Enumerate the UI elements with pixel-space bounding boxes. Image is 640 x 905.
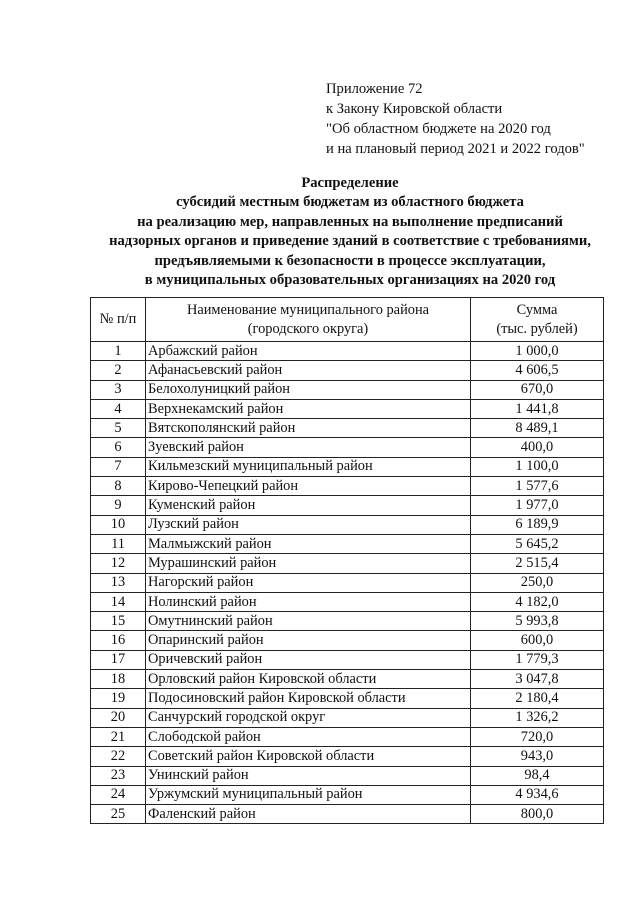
- header-district-name: [146, 298, 471, 342]
- subsidy-amount: 1 577,6: [471, 477, 604, 496]
- table-row: [91, 689, 604, 708]
- row-number: 7: [91, 457, 146, 476]
- table-row: [91, 670, 604, 689]
- row-number: 3: [91, 380, 146, 399]
- district-name: Опаринский район: [146, 631, 471, 650]
- row-number: 5: [91, 419, 146, 438]
- district-name: Орловский район Кировской области: [146, 670, 471, 689]
- table-row: [91, 534, 604, 553]
- subsidy-amount: 1 441,8: [471, 399, 604, 418]
- row-number: 21: [91, 727, 146, 746]
- row-number: 9: [91, 496, 146, 515]
- appendix-line: к Закону Кировской области: [326, 101, 503, 117]
- district-name: Белохолуницкий район: [146, 380, 471, 399]
- district-name: Зуевский район: [146, 438, 471, 457]
- subsidy-amount: 4 606,5: [471, 361, 604, 380]
- subsidy-amount: 1 000,0: [471, 342, 604, 361]
- table-row: [91, 477, 604, 496]
- table-row: [91, 592, 604, 611]
- row-number: 13: [91, 573, 146, 592]
- row-number: 20: [91, 708, 146, 727]
- table-row: [91, 554, 604, 573]
- table-row: [91, 573, 604, 592]
- table-row: [91, 457, 604, 476]
- table-row: [91, 342, 604, 361]
- subsidy-amount: 1 326,2: [471, 708, 604, 727]
- title-line: предъявляемыми к безопасности в процессе эксплуатации,: [154, 252, 546, 269]
- row-number: 15: [91, 612, 146, 631]
- subsidy-amount: 1 779,3: [471, 650, 604, 669]
- row-number: 22: [91, 747, 146, 766]
- subsidy-amount: 2 180,4: [471, 689, 604, 708]
- district-name: Омутнинский район: [146, 612, 471, 631]
- title-line: на реализацию мер, направленных на выполнение предписаний: [137, 213, 563, 230]
- table-row: [91, 361, 604, 380]
- title-line: в муниципальных образовательных организациях на 2020 год: [144, 272, 556, 289]
- table-row: [91, 766, 604, 785]
- row-number: 16: [91, 631, 146, 650]
- row-number: 4: [91, 399, 146, 418]
- table-row: [91, 496, 604, 515]
- table-row: [91, 727, 604, 746]
- appendix-line: "Об областном бюджете на 2020 год: [326, 121, 551, 137]
- row-number: 23: [91, 766, 146, 785]
- row-number: 6: [91, 438, 146, 457]
- district-name: Советский район Кировской области: [146, 747, 471, 766]
- header-sum: [471, 298, 604, 342]
- district-name: Кирово-Чепецкий район: [146, 477, 471, 496]
- table-row: [91, 419, 604, 438]
- district-name: Санчурский городской округ: [146, 708, 471, 727]
- row-number: 2: [91, 361, 146, 380]
- row-number: 25: [91, 805, 146, 824]
- subsidy-amount: 3 047,8: [471, 670, 604, 689]
- district-name: Унинский район: [146, 766, 471, 785]
- distribution-table: [90, 297, 604, 824]
- table-row: [91, 785, 604, 804]
- district-name: Кильмезский муниципальный район: [146, 457, 471, 476]
- row-number: 19: [91, 689, 146, 708]
- table-row: [91, 612, 604, 631]
- header-number: № п/п: [91, 298, 146, 342]
- district-name: Малмыжский район: [146, 534, 471, 553]
- table-row: [91, 805, 604, 824]
- table-header-row: [91, 298, 604, 342]
- district-name: Подосиновский район Кировской области: [146, 689, 471, 708]
- row-number: 18: [91, 670, 146, 689]
- row-number: 12: [91, 554, 146, 573]
- subsidy-amount: 600,0: [471, 631, 604, 650]
- title-line: надзорных органов и приведение зданий в соответствие с требованиями,: [109, 233, 591, 250]
- district-name: Уржумский муниципальный район: [146, 785, 471, 804]
- header-name-line: Наименование муниципального района: [186, 301, 430, 318]
- subsidy-amount: 800,0: [471, 805, 604, 824]
- table-row: [91, 380, 604, 399]
- district-name: Вятскополянский район: [146, 419, 471, 438]
- district-name: Нагорский район: [146, 573, 471, 592]
- header-sum-line: (тыс. рублей): [496, 320, 578, 337]
- district-name: Оричевский район: [146, 650, 471, 669]
- subsidy-amount: 98,4: [471, 766, 604, 785]
- table-row: [91, 515, 604, 534]
- subsidy-amount: 943,0: [471, 747, 604, 766]
- table-row: [91, 747, 604, 766]
- document-title: [60, 174, 640, 290]
- header-sum-line: Сумма: [516, 301, 558, 318]
- district-name: Слободской район: [146, 727, 471, 746]
- subsidy-amount: 8 489,1: [471, 419, 604, 438]
- row-number: 10: [91, 515, 146, 534]
- district-name: Фаленский район: [146, 805, 471, 824]
- district-name: Верхнекамский район: [146, 399, 471, 418]
- title-line: субсидий местным бюджетам из областного бюджета: [176, 194, 524, 211]
- table-row: [91, 438, 604, 457]
- subsidy-amount: 670,0: [471, 380, 604, 399]
- subsidy-amount: 5 645,2: [471, 534, 604, 553]
- subsidy-amount: 1 100,0: [471, 457, 604, 476]
- table-row: [91, 708, 604, 727]
- subsidy-amount: 4 182,0: [471, 592, 604, 611]
- district-name: Лузский район: [146, 515, 471, 534]
- district-name: Нолинский район: [146, 592, 471, 611]
- subsidy-amount: 2 515,4: [471, 554, 604, 573]
- row-number: 14: [91, 592, 146, 611]
- appendix-line: Приложение 72: [326, 81, 423, 97]
- subsidy-amount: 6 189,9: [471, 515, 604, 534]
- appendix-line: и на плановый период 2021 и 2022 годов": [326, 141, 585, 157]
- table-row: [91, 631, 604, 650]
- title-line: Распределение: [301, 175, 399, 191]
- district-name: Мурашинский район: [146, 554, 471, 573]
- district-name: Куменский район: [146, 496, 471, 515]
- row-number: 24: [91, 785, 146, 804]
- table-row: [91, 399, 604, 418]
- subsidy-amount: 4 934,6: [471, 785, 604, 804]
- district-name: Афанасьевский район: [146, 361, 471, 380]
- subsidy-amount: 5 993,8: [471, 612, 604, 631]
- subsidy-amount: 720,0: [471, 727, 604, 746]
- subsidy-amount: 250,0: [471, 573, 604, 592]
- row-number: 11: [91, 534, 146, 553]
- row-number: 1: [91, 342, 146, 361]
- district-name: Арбажский район: [146, 342, 471, 361]
- row-number: 8: [91, 477, 146, 496]
- subsidy-amount: 400,0: [471, 438, 604, 457]
- header-name-line: (городского округа): [247, 320, 369, 337]
- table-row: [91, 650, 604, 669]
- row-number: 17: [91, 650, 146, 669]
- appendix-reference: [326, 79, 585, 159]
- subsidy-amount: 1 977,0: [471, 496, 604, 515]
